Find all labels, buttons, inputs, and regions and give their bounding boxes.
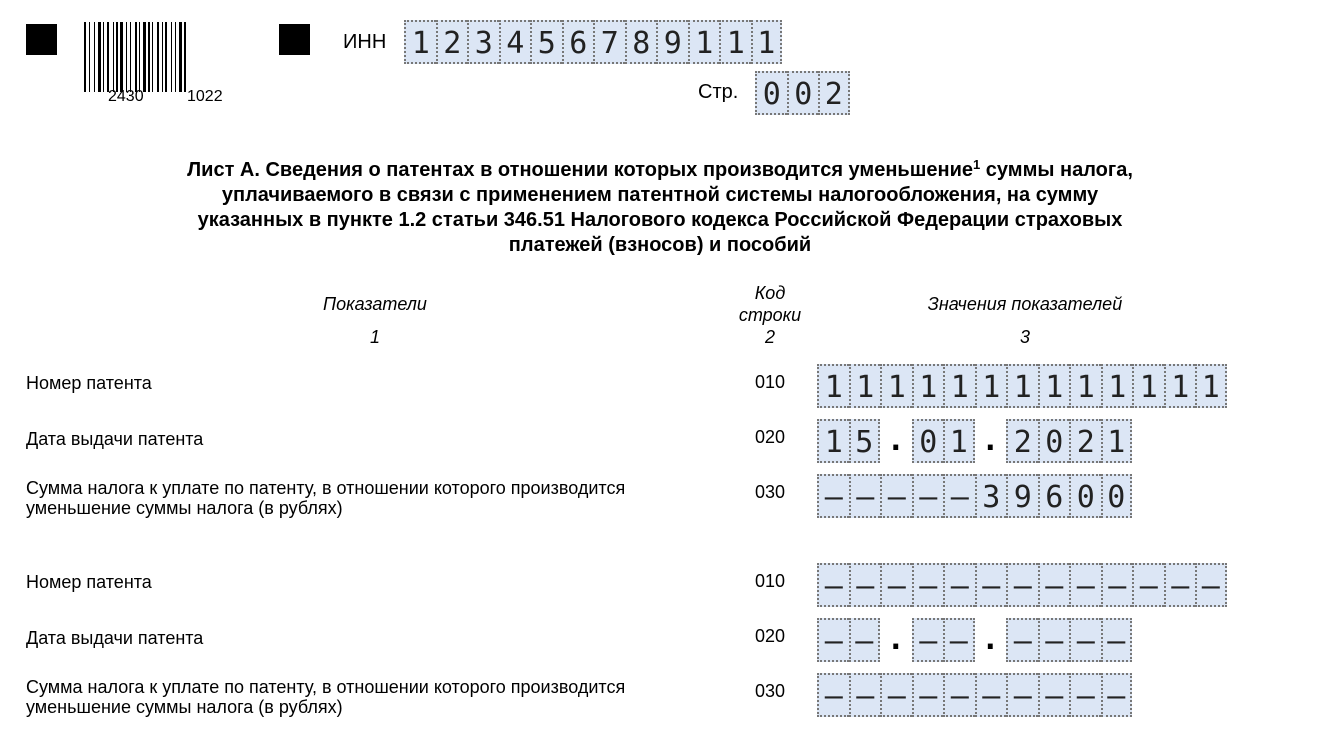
field-cell[interactable]: – bbox=[1006, 618, 1038, 662]
field-cell[interactable]: – bbox=[912, 673, 944, 717]
column-header-code: Код строки 2 bbox=[720, 282, 820, 348]
barcode-bar bbox=[126, 22, 127, 92]
issue-year-cells[interactable] bbox=[1006, 618, 1132, 662]
field-cell[interactable]: 4 bbox=[499, 20, 531, 64]
field-cell[interactable]: 1 bbox=[688, 20, 720, 64]
field-cell[interactable]: – bbox=[1069, 673, 1101, 717]
field-cell[interactable]: 1 bbox=[1101, 364, 1133, 408]
field-cell[interactable]: 2 bbox=[1006, 419, 1038, 463]
field-cell[interactable]: 1 bbox=[1101, 419, 1133, 463]
field-cell[interactable]: 1 bbox=[1195, 364, 1227, 408]
field-cell[interactable]: 1 bbox=[849, 364, 881, 408]
patent-number-code: 010 bbox=[755, 571, 786, 591]
column-header-values: Значения показателей 3 bbox=[875, 293, 1175, 348]
barcode-bar bbox=[94, 22, 95, 92]
barcode-bar bbox=[179, 22, 182, 92]
field-cell[interactable]: 0 bbox=[787, 71, 819, 115]
field-cell[interactable]: – bbox=[1038, 618, 1070, 662]
field-cell[interactable]: 1 bbox=[719, 20, 751, 64]
issue-date-field[interactable] bbox=[817, 419, 1132, 463]
issue-date-label: Дата выдачи патента bbox=[26, 429, 204, 449]
barcode-bar bbox=[171, 22, 172, 92]
date-separator: . bbox=[981, 622, 1000, 657]
barcode-bar bbox=[107, 22, 109, 92]
date-separator: . bbox=[886, 423, 905, 458]
field-cell[interactable]: – bbox=[1006, 563, 1038, 607]
tax-sum-field[interactable] bbox=[817, 474, 1132, 518]
patent-number-field[interactable] bbox=[817, 563, 1227, 607]
field-cell[interactable]: – bbox=[880, 673, 912, 717]
field-cell[interactable]: 6 bbox=[1038, 474, 1070, 518]
field-cell[interactable]: 1 bbox=[912, 364, 944, 408]
field-cell[interactable]: 2 bbox=[818, 71, 850, 115]
barcode-bar bbox=[184, 22, 186, 92]
field-cell[interactable]: – bbox=[912, 474, 944, 518]
barcode-bar bbox=[175, 22, 176, 92]
field-cell[interactable]: 6 bbox=[562, 20, 594, 64]
issue-day-cells[interactable] bbox=[817, 618, 880, 662]
barcode-bar bbox=[152, 22, 153, 92]
field-cell[interactable]: 0 bbox=[1069, 474, 1101, 518]
barcode-bar bbox=[135, 22, 137, 92]
issue-date-code: 020 bbox=[755, 427, 786, 447]
field-cell[interactable]: 5 bbox=[849, 419, 881, 463]
issue-date-code: 020 bbox=[755, 626, 786, 646]
corner-marker-left bbox=[26, 24, 57, 55]
inn-label: ИНН bbox=[343, 31, 387, 53]
barcode-bar bbox=[84, 22, 86, 92]
barcode-number-left: 2430 bbox=[108, 88, 144, 105]
field-cell[interactable]: – bbox=[1069, 563, 1101, 607]
field-cell[interactable]: 3 bbox=[467, 20, 499, 64]
field-cell[interactable]: – bbox=[943, 618, 975, 662]
corner-marker-right bbox=[279, 24, 310, 55]
field-cell[interactable]: – bbox=[1132, 563, 1164, 607]
tax-sum-label: Сумма налога к уплате по патенту, в отношении которого производится уменьшение суммы налога (в рублях) bbox=[26, 478, 626, 518]
field-cell[interactable]: 0 bbox=[755, 71, 787, 115]
inn-field[interactable] bbox=[404, 20, 782, 64]
column-number-2: 2 bbox=[764, 327, 775, 347]
tax-sum-code: 030 bbox=[755, 681, 786, 701]
field-cell[interactable]: – bbox=[912, 618, 944, 662]
page-label: Стр. bbox=[698, 81, 739, 103]
patent-number-field[interactable] bbox=[817, 364, 1227, 408]
field-cell[interactable]: – bbox=[1038, 673, 1070, 717]
field-cell[interactable]: 1 bbox=[943, 364, 975, 408]
date-separator: . bbox=[981, 423, 1000, 458]
field-cell[interactable]: – bbox=[817, 618, 849, 662]
field-cell[interactable]: – bbox=[1069, 618, 1101, 662]
barcode-bar bbox=[113, 22, 114, 92]
field-cell[interactable]: 1 bbox=[1132, 364, 1164, 408]
field-cell[interactable]: – bbox=[817, 563, 849, 607]
field-cell[interactable]: – bbox=[1195, 563, 1227, 607]
column-number-3: 3 bbox=[1019, 327, 1030, 347]
issue-date-label: Дата выдачи патента bbox=[26, 628, 204, 648]
field-cell[interactable]: – bbox=[1101, 563, 1133, 607]
patent-number-label: Номер патента bbox=[26, 373, 152, 393]
field-cell[interactable]: – bbox=[975, 563, 1007, 607]
field-cell[interactable]: – bbox=[849, 474, 881, 518]
field-cell[interactable]: – bbox=[943, 673, 975, 717]
date-separator: . bbox=[886, 622, 905, 657]
field-cell[interactable]: 7 bbox=[593, 20, 625, 64]
field-cell[interactable]: 1 bbox=[1164, 364, 1196, 408]
field-cell[interactable]: – bbox=[1164, 563, 1196, 607]
field-cell[interactable]: 2 bbox=[1069, 419, 1101, 463]
barcode-bar bbox=[148, 22, 150, 92]
field-cell[interactable]: 1 bbox=[1069, 364, 1101, 408]
tax-sum-field[interactable] bbox=[817, 673, 1132, 717]
field-cell[interactable]: 0 bbox=[912, 419, 944, 463]
barcode-bar bbox=[116, 22, 118, 92]
issue-month-cells[interactable] bbox=[912, 618, 975, 662]
field-cell[interactable]: – bbox=[1101, 673, 1133, 717]
field-cell[interactable]: – bbox=[849, 618, 881, 662]
field-cell[interactable]: 1 bbox=[1038, 364, 1070, 408]
field-cell[interactable]: 3 bbox=[975, 474, 1007, 518]
field-cell[interactable]: 2 bbox=[436, 20, 468, 64]
field-cell[interactable]: 1 bbox=[943, 419, 975, 463]
field-cell[interactable]: – bbox=[912, 563, 944, 607]
tax-sum-code: 030 bbox=[755, 482, 786, 502]
barcode-bar bbox=[130, 22, 131, 92]
barcode bbox=[84, 22, 252, 92]
field-cell[interactable]: – bbox=[1038, 563, 1070, 607]
field-cell[interactable]: – bbox=[849, 563, 881, 607]
field-cell[interactable]: 0 bbox=[1101, 474, 1133, 518]
barcode-bar bbox=[157, 22, 159, 92]
field-cell[interactable]: 1 bbox=[751, 20, 783, 64]
field-cell[interactable]: – bbox=[880, 474, 912, 518]
field-cell[interactable]: 9 bbox=[1006, 474, 1038, 518]
field-cell[interactable]: – bbox=[880, 563, 912, 607]
issue-month-cells[interactable] bbox=[912, 419, 975, 463]
field-cell[interactable]: 8 bbox=[625, 20, 657, 64]
issue-date-field[interactable] bbox=[817, 618, 1132, 662]
sheet-title: Лист А. Сведения о патентах в отношении которых производится уменьшение$^1$ суммы налога, уплачиваемого в связи с применением патентной системы налогообложения, на сумму указанных в пункте 1.2 статьи 346.51 Налогового кодекса Российской Федерации страховых платежей (взносов) и пособий bbox=[187, 157, 1133, 256]
patent-number-label: Номер патента bbox=[26, 572, 152, 592]
barcode-bar bbox=[120, 22, 123, 92]
barcode-bar bbox=[98, 22, 101, 92]
barcode-bar bbox=[165, 22, 167, 92]
page-number-field[interactable] bbox=[755, 71, 850, 115]
field-cell[interactable]: – bbox=[943, 563, 975, 607]
field-cell[interactable]: – bbox=[1101, 618, 1133, 662]
field-cell[interactable]: 1 bbox=[975, 364, 1007, 408]
field-cell[interactable]: – bbox=[817, 673, 849, 717]
field-cell[interactable]: 0 bbox=[1038, 419, 1070, 463]
barcode-bar bbox=[103, 22, 104, 92]
field-cell[interactable]: 1 bbox=[404, 20, 436, 64]
barcode-number-right: 1022 bbox=[187, 88, 223, 105]
field-cell[interactable]: 1 bbox=[817, 364, 849, 408]
barcode-bar bbox=[162, 22, 163, 92]
barcode-bar bbox=[89, 22, 90, 92]
footnote-mark: 1 bbox=[973, 157, 981, 172]
tax-sum-label: Сумма налога к уплате по патенту, в отношении которого производится уменьшение суммы налога (в рублях) bbox=[26, 677, 626, 717]
column-number-1: 1 bbox=[369, 327, 380, 347]
patent-number-code: 010 bbox=[755, 372, 786, 392]
column-header-indicators: Показатели 1 bbox=[275, 293, 475, 348]
barcode-bar bbox=[139, 22, 140, 92]
issue-day-cells[interactable] bbox=[817, 419, 880, 463]
issue-year-cells[interactable] bbox=[1006, 419, 1132, 463]
field-cell[interactable]: – bbox=[817, 474, 849, 518]
field-cell[interactable]: – bbox=[849, 673, 881, 717]
barcode-bar bbox=[143, 22, 146, 92]
field-cell[interactable]: – bbox=[943, 474, 975, 518]
field-cell[interactable]: 1 bbox=[880, 364, 912, 408]
field-cell[interactable]: 9 bbox=[656, 20, 688, 64]
field-cell[interactable]: – bbox=[1006, 673, 1038, 717]
field-cell[interactable]: – bbox=[975, 673, 1007, 717]
field-cell[interactable]: 1 bbox=[817, 419, 849, 463]
field-cell[interactable]: 1 bbox=[1006, 364, 1038, 408]
field-cell[interactable]: 5 bbox=[530, 20, 562, 64]
